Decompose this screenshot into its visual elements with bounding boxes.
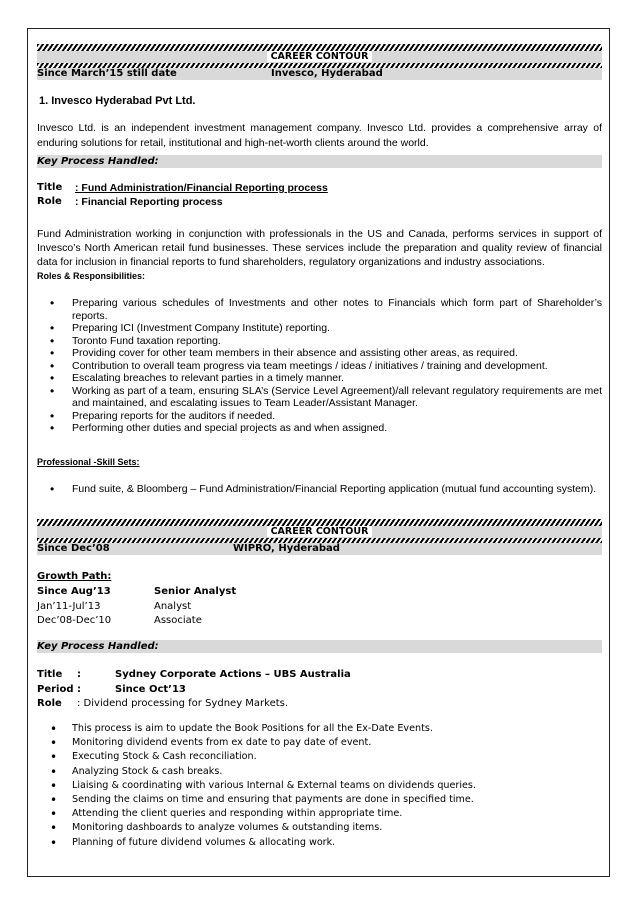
title-label: Title — [37, 182, 63, 193]
period-row-2 — [37, 683, 602, 698]
growth-period: Jan’11-Jul’13 — [37, 600, 101, 612]
employment-period: Since March’15 still date — [37, 68, 177, 79]
key-process-label-2: Key Process Handled: — [37, 641, 159, 652]
company-description: Invesco Ltd. is an independent investment management company. Invesco Ltd. provides a comprehensive array of enduring solutions for retail, institutional and high-net-worth clients around the world. — [37, 122, 602, 149]
list-item: • Performing other duties and special projects as and when assigned. — [37, 422, 602, 435]
growth-row — [37, 614, 337, 629]
growth-row — [37, 600, 337, 615]
title-colon-2: : — [77, 669, 81, 680]
employer-location: Invesco, Hyderabad — [271, 68, 383, 79]
role-label: Role — [37, 196, 62, 207]
period-value-2: Since Oct’13 — [115, 683, 186, 695]
career-contour-header — [37, 51, 602, 63]
title-value-2: Sydney Corporate Actions – UBS Australia — [115, 669, 351, 680]
role-value: : Financial Reporting process — [75, 196, 223, 208]
roles-heading: Roles & Responsibilities: — [37, 271, 146, 281]
header-hatch-top-2 — [37, 519, 602, 526]
growth-position: Senior Analyst — [154, 586, 237, 597]
list-item: • Attending the client queries and responding within appropriate time. — [37, 807, 602, 821]
list-item: • Preparing various schedules of Investments and other notes to Financials which form part of Shareholder’s reports. — [37, 297, 602, 322]
skills-heading: Professional -Skill Sets: — [37, 457, 140, 467]
list-item: • Providing cover for other team members in their absence and assisting other areas, as required. — [37, 347, 602, 360]
key-process-band-2 — [37, 640, 602, 653]
role-value-2: : Dividend processing for Sydney Markets. — [77, 698, 289, 709]
skills-list — [37, 483, 602, 496]
title-row-2 — [37, 668, 602, 683]
key-process-label: Key Process Handled: — [37, 156, 159, 167]
growth-period: Since Aug’13 — [37, 586, 111, 597]
list-item: • Monitoring dashboards to analyze volumes & outstanding items. — [37, 821, 602, 835]
employment-period-2: Since Dec’08 — [37, 543, 110, 554]
growth-path-heading: Growth Path: — [37, 571, 112, 582]
list-item: • Toronto Fund taxation reporting. — [37, 335, 602, 348]
career-contour-title: CAREER CONTOUR — [267, 51, 373, 62]
title-value: : Fund Administration/Financial Reporting process — [75, 182, 328, 194]
duties-list — [37, 722, 602, 850]
company-heading: 1. Invesco Hyderabad Pvt Ltd. — [39, 95, 196, 107]
list-item: • Fund suite, & Bloomberg – Fund Administration/Financial Reporting application (mutual fund accounting system). — [37, 483, 602, 496]
process-details — [37, 668, 602, 712]
process-description: Fund Administration working in conjunction with professionals in the US and Canada, performs services in support of Invesco’s North American retail fund businesses. These services include the preparation and quality review of financial data for inclusion in financial reports to fund shareholders, regulatory organizations and industry associations. — [37, 228, 602, 268]
list-item: • Sending the claims on time and ensuring that payments are done in specified time. — [37, 793, 602, 807]
role-row-2 — [37, 697, 602, 712]
list-item: • Preparing ICI (Investment Company Institute) reporting. — [37, 322, 602, 335]
list-item: • Monitoring dividend events from ex date to pay date of event. — [37, 736, 602, 750]
list-item: • Analyzing Stock & cash breaks. — [37, 765, 602, 779]
growth-path-table — [37, 585, 337, 629]
list-item: • Executing Stock & Cash reconciliation. — [37, 750, 602, 764]
header-hatch-top — [37, 44, 602, 51]
period-label-2: Period — [37, 683, 74, 695]
employment-row — [37, 68, 602, 80]
growth-position: Analyst — [154, 600, 192, 612]
list-item: • Contribution to overall team progress via team meetings / ideas / initiatives / training and development. — [37, 360, 602, 373]
growth-period: Dec’08-Dec’10 — [37, 615, 112, 626]
list-item: • Planning of future dividend volumes & allocating work. — [37, 836, 602, 850]
employment-row-2 — [37, 543, 602, 555]
list-item: • Escalating breaches to relevant parties in a timely manner. — [37, 372, 602, 385]
list-item: • Working as part of a team, ensuring SLA’s (Service Level Agreement)/all relevant regulatory requirements are met and maintained, and escalating issues to Team Leader/Assistant Manager. — [37, 385, 602, 410]
responsibilities-list — [37, 297, 602, 435]
career-contour-header-2 — [37, 526, 602, 538]
growth-row — [37, 585, 337, 600]
period-colon-2: : — [77, 683, 81, 695]
role-label-2: Role — [37, 698, 62, 709]
career-contour-title-2: CAREER CONTOUR — [267, 526, 373, 537]
list-item: • Preparing reports for the auditors if needed. — [37, 410, 602, 423]
employer-location-2: WIPRO, Hyderabad — [233, 543, 340, 554]
list-item: • This process is aim to update the Book Positions for all the Ex-Date Events. — [37, 722, 602, 736]
title-label-2: Title — [37, 669, 63, 680]
key-process-band — [37, 155, 602, 168]
list-item: • Liaising & coordinating with various Internal & External teams on dividends queries. — [37, 779, 602, 793]
growth-position: Associate — [154, 615, 202, 626]
